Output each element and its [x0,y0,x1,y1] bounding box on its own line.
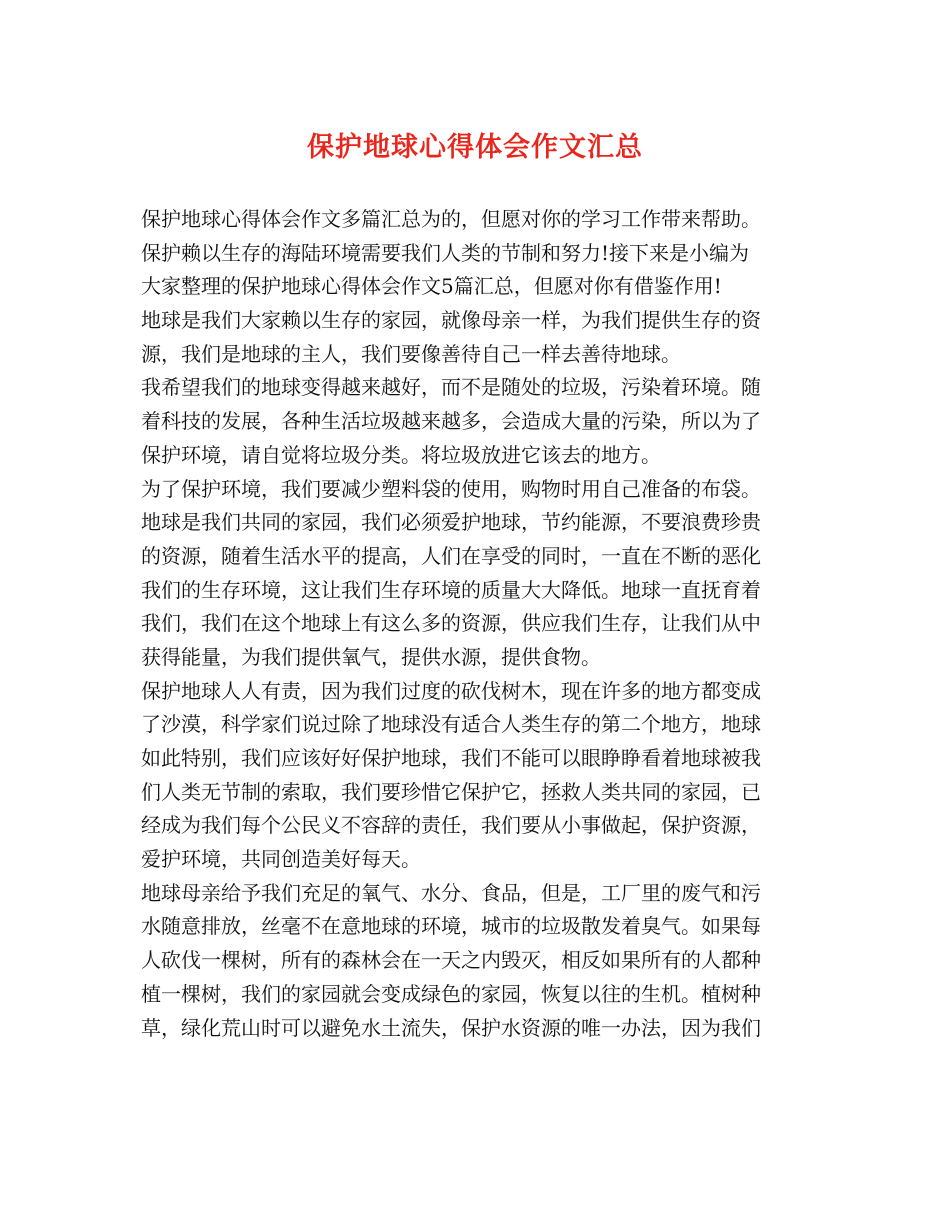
text-line: 植一棵树，我们的家园就会变成绿色的家园，恢复以往的生机。植树种 [141,981,761,1006]
text-line: 保护地球心得体会作文多篇汇总为的，但愿对你的学习工作带来帮助。 [141,207,761,231]
text-line: 源，我们是地球的主人，我们要像善待自己一样去善待地球。 [141,341,681,366]
text-line: 人砍伐一棵树，所有的森林会在一天之内毁灭，相反如果所有的人都种 [141,948,761,973]
text-line: 为了保护环境，我们要减少塑料袋的使用，购物时用自己准备的布袋。 [141,476,761,501]
document-body [141,203,821,1045]
text-line: 保护地球人人有责，因为我们过度的砍伐树木，现在许多的地方都变成 [141,678,761,703]
text-line: 我们的生存环境，这让我们生存环境的质量大大降低。地球一直抚育着 [141,577,761,602]
text-line: 地球是我们大家赖以生存的家园，就像母亲一样，为我们提供生存的资 [141,308,761,333]
text-line: 我们，我们在这个地球上有这么多的资源，供应我们生存，让我们从中 [141,611,761,636]
text-line: 了沙漠，科学家们说过除了地球没有适合人类生存的第二个地方，地球 [141,712,761,737]
text-line: 获得能量，为我们提供氧气，提供水源，提供食物。 [141,644,601,669]
text-line: 保护环境，请自觉将垃圾分类。将垃圾放进它该去的地方。 [141,442,661,467]
text-line: 水随意排放，丝毫不在意地球的环境，城市的垃圾散发着臭气。如果每 [141,914,761,939]
text-line: 地球母亲给予我们充足的氧气、水分、食品，但是，工厂里的废气和污 [141,880,761,905]
text-line: 的资源，随着生活水平的提高，人们在享受的同时，一直在不断的恶化 [141,543,761,568]
text-line: 地球是我们共同的家园，我们必须爱护地球，节约能源，不要浪费珍贵 [141,510,761,535]
text-line: 大家整理的保护地球心得体会作文5篇汇总，但愿对你有借鉴作用! [141,274,722,299]
text-line: 草，绿化荒山时可以避免水土流失，保护水资源的唯一办法，因为我们 [141,1015,761,1040]
text-line: 如此特别，我们应该好好保护地球，我们不能可以眼睁睁看着地球被我 [141,746,761,770]
text-line: 保护赖以生存的海陆环境需要我们人类的节制和努力!接下来是小编为 [141,240,750,265]
text-line: 经成为我们每个公民义不容辞的责任，我们要从小事做起，保护资源， [141,813,761,838]
text-line: 爱护环境，共同创造美好每天。 [141,847,421,872]
text-line: 着科技的发展，各种生活垃圾越来越多，会造成大量的污染，所以为了 [141,409,761,434]
document-title: 保护地球心得体会作文汇总 [307,132,643,163]
text-line: 我希望我们的地球变得越来越好，而不是随处的垃圾，污染着环境。随 [141,375,761,400]
text-line: 们人类无节制的索取，我们要珍惜它保护它，拯救人类共同的家园，已 [141,779,761,804]
